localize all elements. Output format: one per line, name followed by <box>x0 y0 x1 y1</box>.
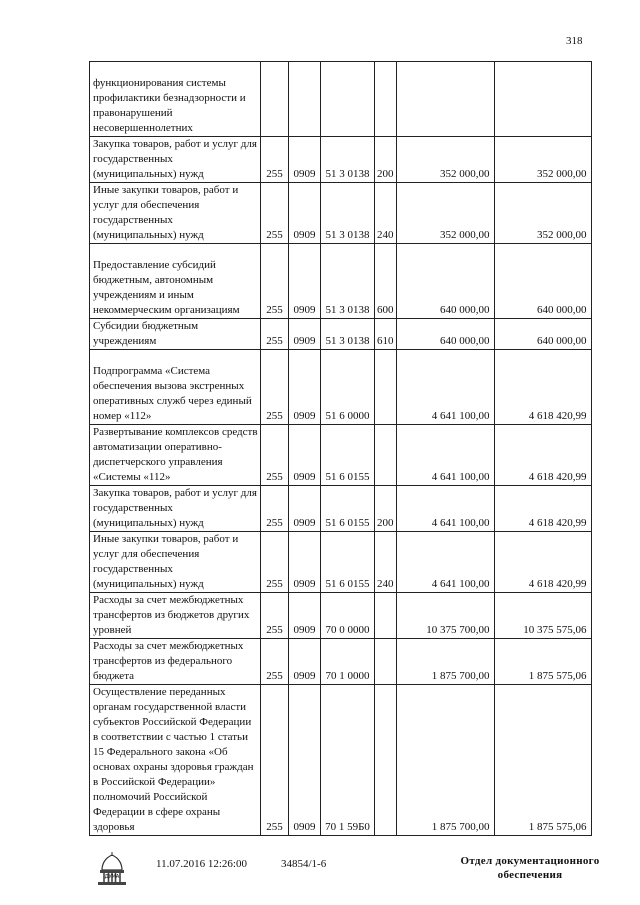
cell-ved: 255 <box>261 685 289 836</box>
cell-ved <box>261 62 289 137</box>
cell-plan: 4 641 100,00 <box>396 486 494 532</box>
page-number: 318 <box>566 35 583 47</box>
cell-vr <box>375 685 397 836</box>
cell-ved: 255 <box>261 593 289 639</box>
table-row <box>90 593 592 639</box>
table-row <box>90 486 592 532</box>
cell-csr: 51 6 0155 <box>321 425 375 486</box>
cell-csr: 51 6 0155 <box>321 532 375 593</box>
cell-rz: 0909 <box>289 639 321 685</box>
cell-plan: 640 000,00 <box>396 319 494 350</box>
cell-fact: 640 000,00 <box>494 244 591 319</box>
svg-text:ДУМА: ДУМА <box>104 874 120 880</box>
cell-rz: 0909 <box>289 244 321 319</box>
cell-name: Иные закупки товаров, работ и услуг для обеспечения государственных (муниципальных) нужд <box>90 532 261 593</box>
cell-name: Подпрограмма «Система обеспечения вызова экстренных оперативных служб через единый номер «112» <box>90 350 261 425</box>
cell-rz: 0909 <box>289 319 321 350</box>
cell-plan: 10 375 700,00 <box>396 593 494 639</box>
table-row <box>90 350 592 425</box>
budget-table <box>89 61 592 836</box>
table-row <box>90 532 592 593</box>
cell-vr: 610 <box>375 319 397 350</box>
cell-name: Субсидии бюджетным учреждениям <box>90 319 261 350</box>
table-row <box>90 639 592 685</box>
cell-plan: 352 000,00 <box>396 137 494 183</box>
cell-vr <box>375 62 397 137</box>
cell-csr: 51 6 0155 <box>321 486 375 532</box>
cell-fact: 4 618 420,99 <box>494 350 591 425</box>
cell-ved: 255 <box>261 183 289 244</box>
table-row <box>90 425 592 486</box>
table-row <box>90 319 592 350</box>
cell-csr: 51 3 0138 <box>321 137 375 183</box>
cell-name: Закупка товаров, работ и услуг для государственных (муниципальных) нужд <box>90 137 261 183</box>
cell-csr: 51 3 0138 <box>321 319 375 350</box>
cell-vr: 200 <box>375 486 397 532</box>
page-footer <box>0 852 640 902</box>
cell-plan: 4 641 100,00 <box>396 532 494 593</box>
cell-plan: 1 875 700,00 <box>396 685 494 836</box>
cell-vr <box>375 593 397 639</box>
cell-vr: 240 <box>375 532 397 593</box>
cell-ved: 255 <box>261 137 289 183</box>
cell-name: Развертывание комплексов средств автоматизации оперативно-диспетчерского управления «Системы «112» <box>90 425 261 486</box>
cell-rz: 0909 <box>289 350 321 425</box>
duma-logo <box>96 852 128 890</box>
cell-fact: 1 875 575,06 <box>494 639 591 685</box>
cell-name: функционирования системы профилактики безнадзорности и правонарушений несовершеннолетних <box>90 62 261 137</box>
cell-plan: 352 000,00 <box>396 183 494 244</box>
cell-rz: 0909 <box>289 593 321 639</box>
cell-plan: 4 641 100,00 <box>396 350 494 425</box>
cell-vr: 600 <box>375 244 397 319</box>
cell-ved: 255 <box>261 639 289 685</box>
cell-ved: 255 <box>261 350 289 425</box>
cell-fact: 4 618 420,99 <box>494 425 591 486</box>
cell-fact: 352 000,00 <box>494 137 591 183</box>
table-row <box>90 244 592 319</box>
cell-fact: 640 000,00 <box>494 319 591 350</box>
cell-vr: 240 <box>375 183 397 244</box>
table-row <box>90 685 592 836</box>
cell-fact: 10 375 575,06 <box>494 593 591 639</box>
table-row <box>90 137 592 183</box>
cell-vr <box>375 639 397 685</box>
footer-doc-number: 34854/1-6 <box>281 858 327 870</box>
cell-csr: 70 0 0000 <box>321 593 375 639</box>
cell-rz <box>289 62 321 137</box>
cell-rz: 0909 <box>289 425 321 486</box>
cell-rz: 0909 <box>289 183 321 244</box>
cell-rz: 0909 <box>289 486 321 532</box>
cell-csr: 51 3 0138 <box>321 244 375 319</box>
cell-plan: 1 875 700,00 <box>396 639 494 685</box>
footer-datetime: 11.07.2016 12:26:00 <box>156 858 247 870</box>
table-row <box>90 62 592 137</box>
cell-name: Предоставление субсидий бюджетным, автономным учреждениям и иным некоммерческим организациям <box>90 244 261 319</box>
cell-csr: 51 6 0000 <box>321 350 375 425</box>
cell-fact: 1 875 575,06 <box>494 685 591 836</box>
cell-plan <box>396 62 494 137</box>
cell-ved: 255 <box>261 532 289 593</box>
table-body <box>90 62 592 836</box>
cell-fact: 4 618 420,99 <box>494 486 591 532</box>
cell-fact: 4 618 420,99 <box>494 532 591 593</box>
cell-csr: 70 1 59Б0 <box>321 685 375 836</box>
cell-ved: 255 <box>261 425 289 486</box>
cell-plan: 640 000,00 <box>396 244 494 319</box>
cell-rz: 0909 <box>289 532 321 593</box>
cell-csr: 51 3 0138 <box>321 183 375 244</box>
cell-vr <box>375 425 397 486</box>
cell-plan: 4 641 100,00 <box>396 425 494 486</box>
cell-ved: 255 <box>261 319 289 350</box>
footer-department: Отдел документационного обеспечения <box>460 855 600 881</box>
cell-rz: 0909 <box>289 685 321 836</box>
cell-name: Закупка товаров, работ и услуг для государственных (муниципальных) нужд <box>90 486 261 532</box>
cell-name: Осуществление переданных органам государственной власти субъектов Российской Федерации в соответствии с частью 1 статьи 15 Федерального закона «Об основах охраны здоровья граждан в Российской Федерации» полномочий Российской Федерации в сфере охраны здоровья <box>90 685 261 836</box>
cell-ved: 255 <box>261 244 289 319</box>
cell-csr: 70 1 0000 <box>321 639 375 685</box>
cell-rz: 0909 <box>289 137 321 183</box>
cell-csr <box>321 62 375 137</box>
cell-fact <box>494 62 591 137</box>
cell-name: Расходы за счет межбюджетных трансфертов из бюджетов других уровней <box>90 593 261 639</box>
cell-vr <box>375 350 397 425</box>
table-row <box>90 183 592 244</box>
cell-fact: 352 000,00 <box>494 183 591 244</box>
cell-vr: 200 <box>375 137 397 183</box>
cell-name: Иные закупки товаров, работ и услуг для обеспечения государственных (муниципальных) нужд <box>90 183 261 244</box>
cell-name: Расходы за счет межбюджетных трансфертов из федерального бюджета <box>90 639 261 685</box>
cell-ved: 255 <box>261 486 289 532</box>
